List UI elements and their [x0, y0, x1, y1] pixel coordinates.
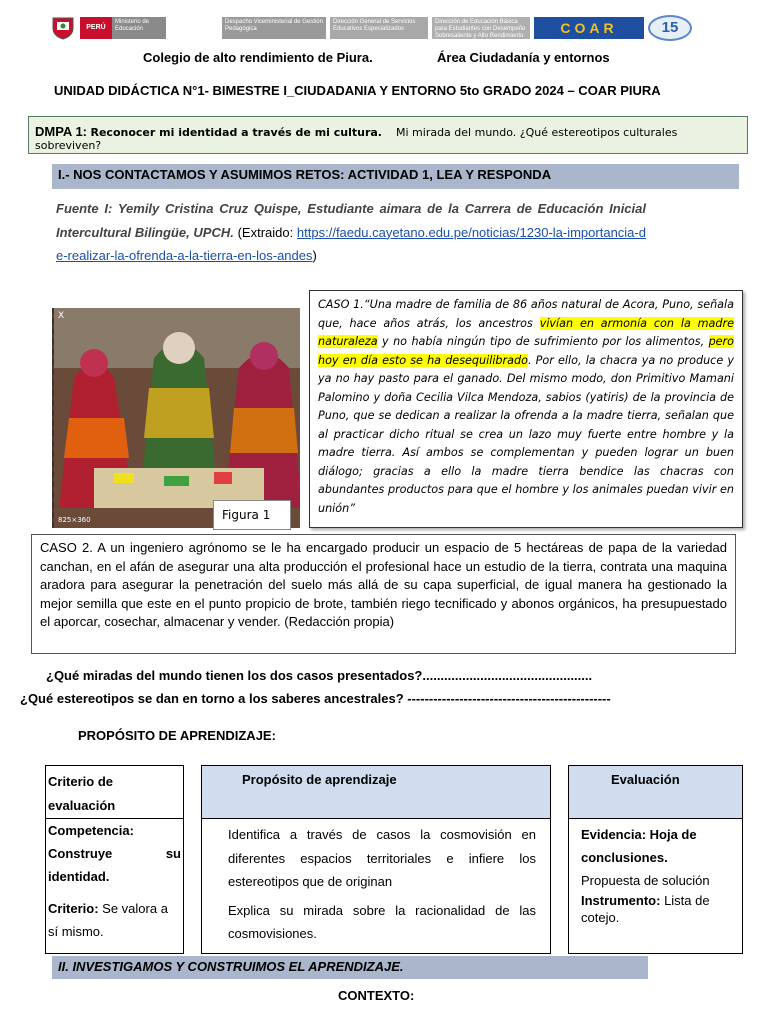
dmpa-label: DMPA 1:: [35, 124, 87, 139]
criterio-line: [48, 897, 181, 920]
question-1: ¿Qué miradas del mundo tienen los dos casos presentados?...............................................: [46, 668, 593, 683]
school-name: Colegio de alto rendimiento de Piura.: [143, 50, 373, 65]
instrumento-line: [581, 892, 730, 926]
table-header-proposito: Propósito de aprendizaje: [201, 765, 551, 819]
header-logos: [50, 14, 720, 44]
instrumento-label: Instrumento:: [581, 893, 661, 908]
source-paragraph: [56, 197, 646, 268]
contexto-heading: CONTEXTO:: [338, 988, 415, 1003]
criterio-label: Criterio:: [48, 901, 99, 916]
caso1-box: [309, 290, 743, 528]
section2-title: II. INVESTIGAMOS Y CONSTRUIMOS EL APRENDIZAJE.: [52, 956, 648, 979]
table-header-evaluacion: Evaluación: [568, 765, 743, 819]
link-close: ): [312, 248, 317, 263]
instrumento-text: Lista de cotejo.: [581, 893, 710, 925]
direccion-educacion-logo: Dirección de Educación Básica para Estudiantes con Desempeño Sobresaliente y Alto Rendimiento: [432, 17, 530, 39]
andean-offering-ceremony-photo: [52, 308, 300, 528]
unit-title: UNIDAD DIDÁCTICA N°1- BIMESTRE I_CIUDADANIA Y ENTORNO 5to GRADO 2024 – COAR PIURA: [54, 83, 661, 98]
figure-label: Figura 1: [213, 500, 291, 530]
coar-logo: COAR: [534, 17, 644, 39]
competencia-word-2: su: [165, 846, 181, 861]
caso1-text-1: CASO 1.“Una madre de familia de 86 años natural de Acora, Puno, señala que, hace años atrás, los ancestros: [318, 298, 734, 330]
caso1-text-3: . Por ello, la chacra ya no produce y ya no hay pasto para el ganado. Del mismo modo, don Primitivo Mamani Palomino y doña Cecilia Vilca Mendoza, sabios (yatiris) de la provincia de Puno, que se dedican a realizar la ofrenda a la madre tierra, señalan que al practicar dicho ritual se crea un lazo muy fuerte entre hombre y la madre tierra. Así ambos se complementan y pueden lograr un buen diálogo; gracias a ello la madre tierra bendice las chacras con abundantes productos para que el hombre y los animales puedan vivir en unión”: [318, 353, 735, 515]
caso1-text-2: y no había ningún tipo de sufrimiento por los alimentos,: [377, 335, 709, 348]
photo-illustration: [54, 308, 300, 528]
table-cell-evaluation: [568, 818, 743, 954]
question-2: ¿Qué estereotipos se dan en torno a los saberes ancestrales? -----------------------------------------------: [20, 691, 611, 706]
competencia-word-1: Construye: [48, 846, 113, 861]
evidencia-label: Evidencia: Hoja de conclusiones.: [581, 827, 697, 865]
competencia-label: Competencia:: [48, 823, 134, 838]
svg-text:X: X: [58, 311, 65, 321]
source-link[interactable]: https://faedu.cayetano.edu.pe/noticias/1230-la-importancia-de-realizar-la-ofrenda-a-la-tierra-en-los-andes: [56, 224, 646, 263]
dmpa-box: [28, 116, 748, 154]
table-cell-competencia: [45, 818, 184, 954]
purpose-1: Identifica a través de casos la cosmovisión en diferentes espacios territoriales e infiere los estereotipos que de originan: [228, 827, 536, 889]
competencia-word-3: identidad.: [48, 869, 110, 884]
extraido-text: (Extraido:: [237, 224, 294, 240]
criterio-text-a: Se valora a: [98, 901, 168, 916]
evidencia-text: Propuesta de solución: [581, 873, 710, 888]
source-text: Fuente I: Yemily Cristina Cruz Quispe, Estudiante aimara de la Carrera de Educación Inicial Intercultural Bilingüe, UPCH.: [56, 201, 646, 240]
caso1-highlight-1: vivían en armonía con la madre naturaleza: [318, 316, 734, 348]
svg-text:825×360: 825×360: [58, 516, 91, 524]
peru-shield-icon: [50, 16, 76, 40]
competencia-line: [48, 842, 181, 865]
table-cell-purposes: [201, 818, 551, 954]
caso1-highlight-2: pero hoy en día esto se ha desequilibrado: [318, 335, 734, 367]
peru-ministerio-logo: PERÚ Ministerio de Educación: [80, 17, 166, 39]
direccion-general-logo: Dirección General de Servicios Educativos Especializados: [330, 17, 428, 39]
table-header-criterio: Criterio de evaluación: [45, 765, 184, 819]
despacho-logo: Despacho Viceministerial de Gestión Pedagógica: [222, 17, 326, 39]
caso2-box: CASO 2. A un ingeniero agrónomo se le ha encargado producir un espacio de 5 hectáreas de papa de la variedad canchan, en el afán de asegurar una alta producción el profesional hace un estudio de la tierra, contrata una maquina aradora para asegurar la penetración del suelo más allá de su capa superficial, de igual manera ha gestionado la mejor semilla que este en el punto propicio de brote, también riego tecnificado y abonos orgánicos, ha presupuestado el aporcar, cosechar, almacenar y vender. (Redacción propia): [31, 534, 736, 654]
section1-title: I.- NOS CONTACTAMOS Y ASUMIMOS RETOS: ACTIVIDAD 1, LEA Y RESPONDA: [52, 164, 739, 189]
purpose-2: Explica su mirada sobre la racionalidad de las cosmovisiones.: [228, 902, 536, 941]
dmpa-text-a: Reconocer mi identidad a través de mi cultura.: [90, 126, 382, 139]
proposito-title: PROPÓSITO DE APRENDIZAJE:: [78, 728, 276, 743]
circle-logo: 15: [648, 15, 692, 41]
area-name: Área Ciudadanía y entornos: [437, 50, 610, 65]
criterio-text-b: sí mismo.: [48, 924, 104, 939]
dmpa-text-b: Mi mirada del mundo. ¿Qué estereotipos culturales sobreviven?: [35, 126, 678, 152]
